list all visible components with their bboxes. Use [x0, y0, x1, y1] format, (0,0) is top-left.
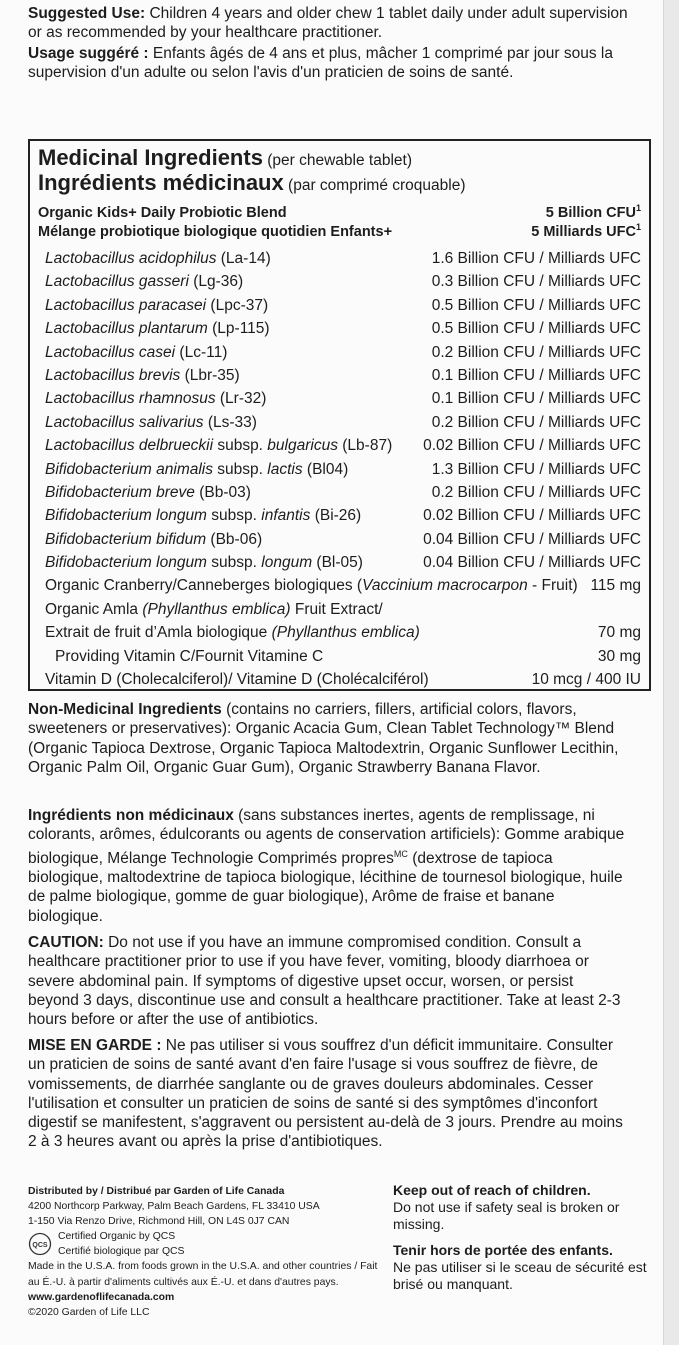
caution-en-label: CAUTION: [28, 934, 104, 951]
non-medicinal-fr-text-2: (dextrose de tapioca biologique, maltodextrine de tapioca biologique, lécithine de tournesol biologique, huile de palme biologique, gomme de guar biologique), Arôme de fraise et banane biologique. [28, 849, 623, 925]
strain-genus: Lactobacillus plantarum [45, 320, 208, 338]
caution-en-text: Do not use if you have an immune compromised condition. Consult a healthcare practitioner prior to use if you have fever, vomiting, bloody diarrhoea or severe abdominal pain. If symptoms of digestive upset occur, worsen, or persist beyond 3 days, discontinue use and consult a healthcare practitioner. Take at least 2-3 hours before or after the use of antibiotics. [28, 934, 621, 1029]
cranberry-amount: 115 mg [590, 577, 641, 595]
strain-subsp: lactis [267, 460, 303, 478]
strain-genus: Bifidobacterium animalis [45, 460, 213, 478]
cranberry-pre: Organic Cranberry/Canneberges biologiques ( [45, 577, 363, 595]
strain-genus: Lactobacillus salivarius [45, 413, 204, 431]
mc-mark: MC [393, 848, 408, 859]
caution-fr-label: MISE EN GARDE : [28, 1037, 162, 1054]
suggested-use-fr-text: Enfants âgés de 4 ans et plus, mâcher 1 comprimé par jour sous la supervision d'un adulte ou selon l'avis d'un praticien de soins de santé. [28, 45, 613, 81]
strain-code: (Lbr-35) [180, 366, 240, 384]
medicinal-title-en [38, 146, 412, 173]
strain-subsp-word: subsp. [213, 437, 268, 455]
blend-row-fr [38, 223, 641, 241]
blend-amount-en-text: 5 Billion CFU [545, 205, 636, 221]
strain-amount: 0.2 Billion CFU / Milliards UFC [431, 483, 641, 501]
medicinal-ingredients-box [28, 139, 651, 691]
strain-genus: Bifidobacterium breve [45, 483, 195, 501]
medicinal-title-fr [38, 171, 466, 198]
strain-code: (Bi-26) [310, 507, 362, 525]
strain-code: (Ls-33) [203, 413, 257, 431]
strain-row [45, 528, 641, 551]
cranberry-post: - Fruit) [527, 577, 578, 595]
strain-amount: 0.1 Billion CFU / Milliards UFC [431, 390, 641, 408]
strain-amount: 0.02 Billion CFU / Milliards UFC [423, 437, 641, 455]
strain-genus: Lactobacillus rhamnosus [45, 390, 216, 408]
strain-genus: Lactobacillus casei [45, 343, 176, 361]
strain-code: (Bb-03) [194, 483, 251, 501]
strain-row [45, 504, 641, 527]
blend-name-fr: Mélange probiotique biologique quotidien Enfants+ [38, 224, 393, 240]
strain-row [45, 364, 641, 387]
strain-row [45, 317, 641, 340]
strain-code: (Lr-32) [215, 390, 267, 408]
footnote-mark: 1 [635, 203, 641, 214]
vitamin-c-amount: 30 mg [597, 647, 641, 665]
strain-code: (Bb-06) [206, 530, 263, 548]
keep-out-text-fr: Ne pas utiliser si le sceau de sécurité est brisé ou manquant. [393, 1259, 647, 1292]
caution-en [28, 933, 628, 1029]
strain-code: (Lp-115) [207, 320, 270, 338]
amla-row-1 [45, 598, 641, 621]
strain-amount: 1.3 Billion CFU / Milliards UFC [431, 460, 641, 478]
distributor-info [28, 1184, 378, 1320]
caution-fr-text: Ne pas utiliser si vous souffrez d'un déficit immunitaire. Consulter un praticien de soins de santé avant d'en faire l'usage si vous souffrez de fièvre, de vomissements, de diarrhée sanglante ou de graves douleurs abdominales. Cesser l'utilisation et consulter un praticien de soins de santé si des symptômes d'inconfort digestif se manifestent, s'aggravent ou persistent au-delà de 3 jours. Prendre au moins 2 à 3 heures avant ou après la prise d'antibiotiques. [28, 1037, 623, 1151]
certified-en: Certified Organic by QCS [58, 1231, 176, 1243]
medicinal-title-en-text: Medicinal Ingredients [38, 145, 263, 170]
medicinal-subtitle-en: (per chewable tablet) [262, 152, 412, 169]
strain-amount: 1.6 Billion CFU / Milliards UFC [431, 250, 641, 267]
strain-amount: 0.04 Billion CFU / Milliards UFC [423, 554, 641, 572]
strain-code: (Bl-05) [312, 554, 363, 572]
vitamin-c-row [45, 645, 641, 668]
strain-amount: 0.3 Billion CFU / Milliards UFC [431, 273, 641, 291]
suggested-use-en-label: Suggested Use: [28, 5, 146, 22]
amla-amount: 70 mg [597, 624, 641, 642]
strain-genus: Lactobacillus paracasei [45, 296, 207, 314]
strain-row [45, 341, 641, 364]
blend-amount-fr-text: 5 Milliards UFC [531, 224, 636, 240]
suggested-use-fr [28, 44, 628, 82]
non-medicinal-en [28, 700, 628, 777]
strain-row [45, 247, 641, 270]
suggested-use-fr-label: Usage suggéré : [28, 45, 149, 62]
certified-fr: Certifié biologique par QCS [58, 1246, 185, 1258]
strain-genus: Bifidobacterium longum [45, 507, 207, 525]
blend-amount-en [546, 204, 641, 222]
strain-subsp: longum [261, 554, 313, 572]
blend-row-en [38, 204, 641, 222]
blend-amount-fr [531, 223, 641, 241]
keep-out-title-en: Keep out of reach of children. [393, 1182, 591, 1198]
vitamin-c-text: Providing Vitamin C/Fournit Vitamine C [55, 647, 324, 665]
strain-code: (La-14) [216, 250, 271, 267]
made-in [28, 1259, 378, 1304]
amla-pre: Organic Amla [45, 600, 143, 618]
non-medicinal-fr [28, 806, 628, 926]
strain-code: (Lc-11) [175, 343, 228, 361]
strain-subsp-word: subsp. [206, 507, 262, 525]
strain-genus: Lactobacillus gasseri [45, 273, 189, 291]
blend-name-en: Organic Kids+ Daily Probiotic Blend [38, 205, 287, 221]
vitamin-d-row [45, 668, 641, 691]
non-medicinal-en-label: Non-Medicinal Ingredients [28, 701, 222, 718]
keep-out-title-fr: Tenir hors de portée des enfants. [393, 1242, 613, 1258]
strain-genus: Bifidobacterium longum [45, 554, 207, 572]
strain-subsp-word: subsp. [213, 460, 268, 478]
strain-row [45, 411, 641, 434]
strain-row [45, 551, 641, 574]
made-in-text: Made in the U.S.A. from foods grown in the U.S.A. and other countries / Fait au É.-U. à partir d'aliments cultivés aux É.-U. et dans d'autres pays. [28, 1261, 378, 1288]
footnote-mark: 1 [635, 222, 641, 233]
strain-subsp: infantis [261, 507, 311, 525]
suggested-use-en-text: Children 4 years and older chew 1 tablet daily under adult supervision or as recommended by your healthcare practitioner. [28, 5, 628, 41]
keep-out-text-en: Do not use if safety seal is broken or missing. [393, 1199, 620, 1232]
safety-warning [393, 1182, 653, 1293]
strain-subsp-word: subsp. [206, 554, 262, 572]
address-ca: 1-150 Via Renzo Drive, Richmond Hill, ON L4S 0J7 CAN [28, 1216, 290, 1228]
caution-fr [28, 1036, 628, 1152]
non-medicinal-fr-text-1: (sans substances inertes, agents de remplissage, ni colorants, arômes, édulcorants ou agents de conservation artificiels): Gomme arabique biologique, Mélange Technologie Comprimés propres [28, 807, 625, 867]
amla-row-2 [45, 621, 641, 644]
non-medicinal-fr-label: Ingrédients non médicinaux [28, 807, 234, 824]
strain-row [45, 270, 641, 293]
strain-genus: Lactobacillus acidophilus [45, 250, 217, 267]
strain-amount: 0.2 Billion CFU / Milliards UFC [431, 413, 641, 431]
amla-fr-latin: (Phyllanthus emblica) [271, 624, 420, 642]
strain-genus: Bifidobacterium bifidum [45, 530, 207, 548]
strain-amount: 0.1 Billion CFU / Milliards UFC [431, 366, 641, 384]
qcs-logo-text: QCS [32, 1242, 48, 1250]
strain-amount: 0.5 Billion CFU / Milliards UFC [431, 320, 641, 338]
strain-code: (Lg-36) [188, 273, 244, 291]
vitamin-d-amount: 10 mcg / 400 IU [531, 671, 641, 689]
strain-row [45, 458, 641, 481]
cranberry-latin: Vaccinium macrocarpon [362, 577, 528, 595]
qcs-certified-icon [28, 1232, 52, 1256]
strain-code: (Bl04) [302, 460, 349, 478]
amla-post: Fruit Extract/ [290, 600, 383, 618]
medicinal-subtitle-fr: (par comprimé croquable) [283, 177, 466, 194]
suggested-use-en [28, 4, 628, 42]
strain-row [45, 481, 641, 504]
strain-amount: 0.2 Billion CFU / Milliards UFC [431, 343, 641, 361]
strain-amount: 0.5 Billion CFU / Milliards UFC [431, 296, 641, 314]
medicinal-title-fr-text: Ingrédients médicinaux [38, 170, 284, 195]
distributed-by: Distributed by / Distribué par Garden of Life Canada [28, 1186, 285, 1197]
certification [28, 1229, 378, 1259]
strain-row [45, 434, 641, 457]
strain-code: (Lb-87) [337, 437, 393, 455]
website: www.gardenoflifecanada.com [28, 1291, 175, 1303]
strain-subsp: bulgaricus [267, 437, 338, 455]
amla-fr-pre: Extrait de fruit d’Amla biologique [45, 624, 272, 642]
amla-latin: (Phyllanthus emblica) [142, 600, 291, 618]
strain-row [45, 294, 641, 317]
strain-row [45, 387, 641, 410]
vitamin-d-text: Vitamin D (Cholecalciferol)/ Vitamine D (Cholécalciférol) [45, 671, 429, 689]
address-us: 4200 Northcorp Parkway, Palm Beach Gardens, FL 33410 USA [28, 1201, 320, 1213]
non-medicinal-en-text: (contains no carriers, fillers, artificial colors, flavors, sweeteners or preservatives): Organic Acacia Gum, Clean Tablet Technology™ Blend (Organic Tapioca Dextrose, Organic Tapioca Maltodextrin, Organic Sunflower Lecithin, Organic Palm Oil, Organic Guar Gum), Organic Strawberry Banana Flavor. [28, 701, 619, 776]
copyright: ©2020 Garden of Life LLC [28, 1306, 150, 1318]
cranberry-row [45, 574, 641, 597]
strain-genus: Lactobacillus brevis [45, 366, 181, 384]
strain-genus: Lactobacillus delbrueckii [45, 437, 214, 455]
strain-amount: 0.02 Billion CFU / Milliards UFC [423, 507, 641, 525]
ingredient-list [45, 247, 641, 691]
strain-code: (Lpc-37) [206, 296, 269, 314]
strain-amount: 0.04 Billion CFU / Milliards UFC [423, 530, 641, 548]
